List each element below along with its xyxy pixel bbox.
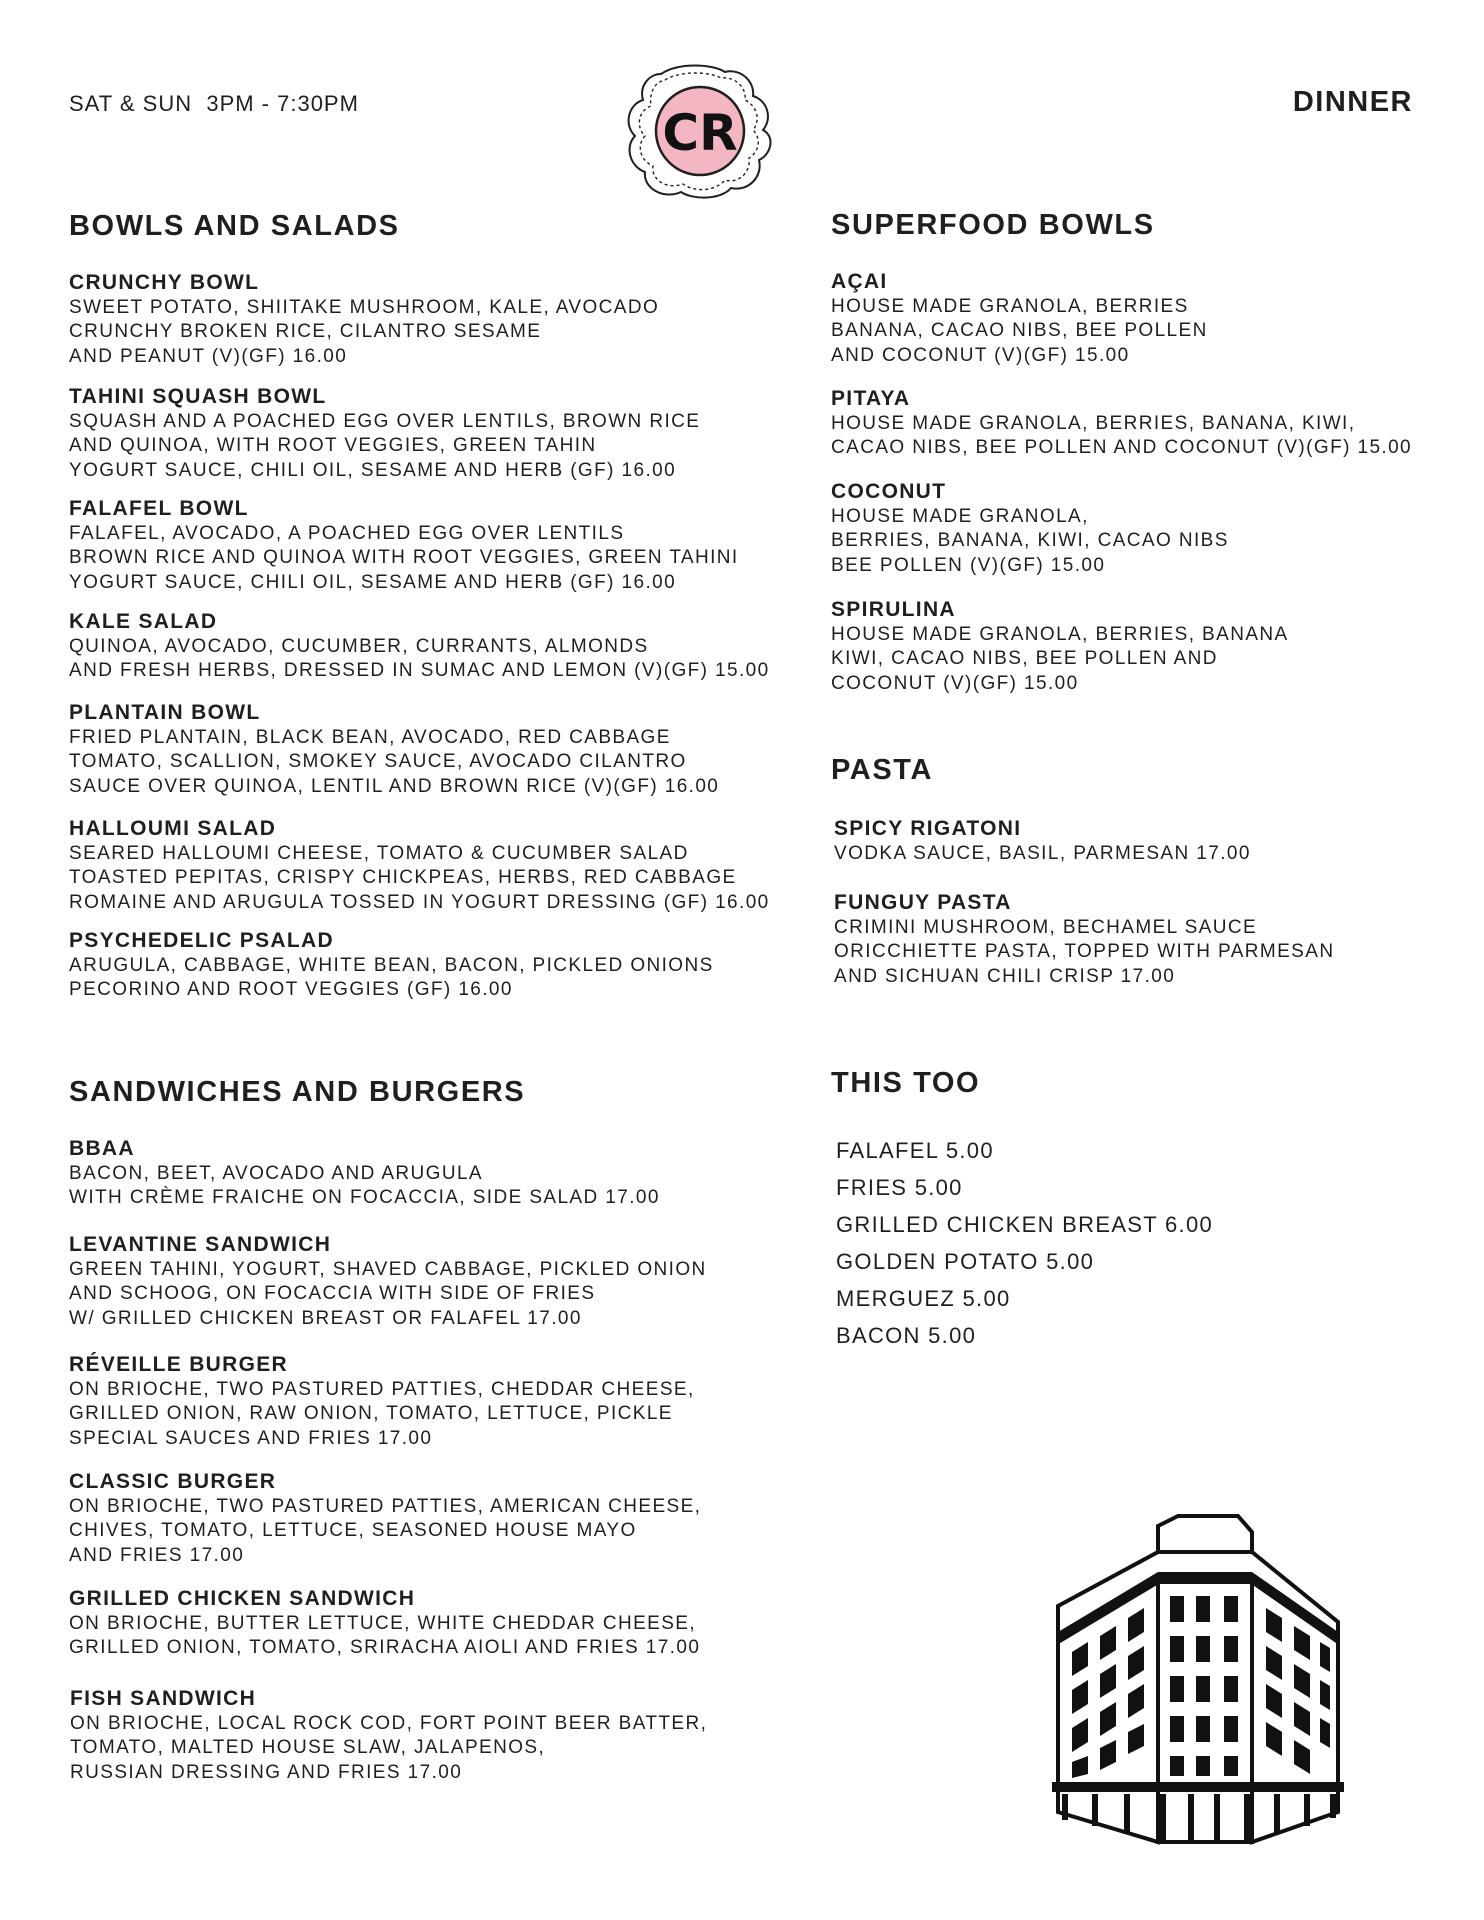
- menu-item: [69, 270, 659, 369]
- menu-item-name: FALAFEL BOWL: [69, 497, 249, 520]
- menu-item: [69, 928, 714, 1003]
- section-title-extras: THIS TOO: [831, 1067, 981, 1099]
- menu-item-description: FRIED PLANTAIN, BLACK BEAN, AVOCADO, RED CABBAGE TOMATO, SCALLION, SMOKEY SAUCE, AVOCADO CILANTRO SAUCE OVER QUINOA, LENTIL AND BROWN RICE (V)(GF) 16.00: [69, 727, 720, 797]
- menu-item-description: CRIMINI MUSHROOM, BECHAMEL SAUCE ORICCHIETTE PASTA, TOPPED WITH PARMESAN AND SICHUAN CHILI CRISP 17.00: [834, 917, 1335, 987]
- menu-item: [834, 816, 1251, 866]
- menu-item-name: RÉVEILLE BURGER: [69, 1353, 289, 1376]
- menu-item-name: FUNGUY PASTA: [834, 891, 1012, 914]
- extra-item: FALAFEL 5.00: [836, 1138, 994, 1163]
- menu-item: [69, 1469, 701, 1568]
- menu-item-name: FISH SANDWICH: [70, 1687, 257, 1710]
- menu-item: [69, 496, 739, 595]
- menu-item: [834, 890, 1334, 989]
- extra-item: FRIES 5.00: [836, 1175, 963, 1200]
- menu-item: [831, 269, 1208, 368]
- menu-item-description: ARUGULA, CABBAGE, WHITE BEAN, BACON, PICKLED ONIONS PECORINO AND ROOT VEGGIES (GF) 16.00: [69, 955, 714, 1001]
- menu-item-description: SQUASH AND A POACHED EGG OVER LENTILS, BROWN RICE AND QUINOA, WITH ROOT VEGGIES, GREEN TAHIN YOGURT SAUCE, CHILI OIL, SESAME AND HERB (GF) 16.00: [69, 411, 701, 481]
- menu-item: [831, 597, 1289, 696]
- menu-item-description: GREEN TAHINI, YOGURT, SHAVED CABBAGE, PICKLED ONION AND SCHOOG, ON FOCACCIA WITH SIDE OF FRIES W/ GRILLED CHICKEN BREAST OR FALAFEL 17.00: [69, 1259, 707, 1329]
- logo-lettering: CR: [662, 104, 738, 162]
- menu-item: [69, 1352, 695, 1451]
- restaurant-logo: [621, 60, 779, 202]
- menu-item-name: AÇAI: [831, 270, 888, 293]
- menu-item: [69, 384, 700, 483]
- menu-item-name: SPIRULINA: [831, 598, 956, 621]
- menu-item-name: GRILLED CHICKEN SANDWICH: [69, 1587, 416, 1610]
- menu-item-description: ON BRIOCHE, TWO PASTURED PATTIES, CHEDDAR CHEESE, GRILLED ONION, RAW ONION, TOMATO, LETTUCE, PICKLE SPECIAL SAUCES AND FRIES 17.00: [69, 1379, 695, 1449]
- menu-item: [831, 386, 1412, 461]
- menu-item-name: BBAA: [69, 1137, 135, 1160]
- menu-item: [69, 1136, 660, 1211]
- menu-item-description: FALAFEL, AVOCADO, A POACHED EGG OVER LENTILS BROWN RICE AND QUINOA WITH ROOT VEGGIES, GREEN TAHINI YOGURT SAUCE, CHILI OIL, SESAME AND HERB (GF) 16.00: [69, 523, 739, 593]
- service-hours: SAT & SUN 3PM - 7:30PM: [69, 91, 359, 116]
- menu-item-name: CRUNCHY BOWL: [69, 271, 260, 294]
- menu-item: [831, 479, 1229, 578]
- menu-item-description: SEARED HALLOUMI CHEESE, TOMATO & CUCUMBER SALAD TOASTED PEPITAS, CRISPY CHICKPEAS, HERBS, RED CABBAGE ROMAINE AND ARUGULA TOSSED IN YOGURT DRESSING (GF) 16.00: [69, 843, 770, 913]
- extra-item: BACON 5.00: [836, 1323, 977, 1348]
- extra-item: GOLDEN POTATO 5.00: [836, 1249, 1095, 1274]
- menu-item-name: PLANTAIN BOWL: [69, 701, 261, 724]
- menu-item-description: HOUSE MADE GRANOLA, BERRIES BANANA, CACAO NIBS, BEE POLLEN AND COCONUT (V)(GF) 15.00: [831, 296, 1208, 366]
- meal-title: DINNER: [1292, 86, 1413, 118]
- menu-item-description: QUINOA, AVOCADO, CUCUMBER, CURRANTS, ALMONDS AND FRESH HERBS, DRESSED IN SUMAC AND LEMON (V)(GF) 15.00: [69, 636, 770, 682]
- menu-item-description: ON BRIOCHE, BUTTER LETTUCE, WHITE CHEDDAR CHEESE, GRILLED ONION, TOMATO, SRIRACHA AIOLI AND FRIES 17.00: [69, 1613, 701, 1659]
- menu-item-description: ON BRIOCHE, LOCAL ROCK COD, FORT POINT BEER BATTER, TOMATO, MALTED HOUSE SLAW, JALAPENOS, RUSSIAN DRESSING AND FRIES 17.00: [70, 1713, 708, 1783]
- menu-item-description: SWEET POTATO, SHIITAKE MUSHROOM, KALE, AVOCADO CRUNCHY BROKEN RICE, CILANTRO SESAME AND PEANUT (V)(GF) 16.00: [69, 297, 660, 367]
- section-title-superfood: SUPERFOOD BOWLS: [831, 209, 1155, 241]
- menu-item-name: KALE SALAD: [69, 610, 218, 633]
- section-title-pasta: PASTA: [831, 754, 933, 786]
- menu-item-name: PITAYA: [831, 387, 911, 410]
- menu-item-description: VODKA SAUCE, BASIL, PARMESAN 17.00: [834, 843, 1251, 864]
- menu-item-name: SPICY RIGATONI: [834, 817, 1022, 840]
- extras-list: [836, 1132, 1213, 1354]
- menu-item: [70, 1686, 707, 1785]
- section-title-sandwiches: SANDWICHES AND BURGERS: [69, 1076, 526, 1108]
- extra-item: MERGUEZ 5.00: [836, 1286, 1011, 1311]
- menu-item-description: HOUSE MADE GRANOLA, BERRIES, BANANA KIWI, CACAO NIBS, BEE POLLEN AND COCONUT (V)(GF) 15.00: [831, 624, 1289, 694]
- menu-item: [69, 1586, 700, 1661]
- menu-item-name: PSYCHEDELIC PSALAD: [69, 929, 334, 952]
- menu-item-name: TAHINI SQUASH BOWL: [69, 385, 327, 408]
- building-illustration: [1038, 1512, 1350, 1852]
- menu-item-name: COCONUT: [831, 480, 947, 503]
- menu-item-description: ON BRIOCHE, TWO PASTURED PATTIES, AMERICAN CHEESE, CHIVES, TOMATO, LETTUCE, SEASONED HOUSE MAYO AND FRIES 17.00: [69, 1496, 702, 1566]
- section-title-bowls: BOWLS AND SALADS: [69, 210, 400, 242]
- menu-item: [69, 816, 770, 915]
- menu-item: [69, 1232, 707, 1331]
- menu-item-name: LEVANTINE SANDWICH: [69, 1233, 332, 1256]
- menu-item-description: BACON, BEET, AVOCADO AND ARUGULA WITH CRÈME FRAICHE ON FOCACCIA, SIDE SALAD 17.00: [69, 1163, 660, 1209]
- menu-item: [69, 609, 770, 684]
- extra-item: GRILLED CHICKEN BREAST 6.00: [836, 1212, 1214, 1237]
- menu-item-name: CLASSIC BURGER: [69, 1470, 277, 1493]
- menu-item-description: HOUSE MADE GRANOLA, BERRIES, BANANA, KIWI, CACAO NIBS BEE POLLEN (V)(GF) 15.00: [831, 506, 1229, 576]
- menu-item: [69, 700, 719, 799]
- menu-item-description: HOUSE MADE GRANOLA, BERRIES, BANANA, KIWI, CACAO NIBS, BEE POLLEN AND COCONUT (V)(GF) 15.00: [831, 413, 1413, 459]
- menu-item-name: HALLOUMI SALAD: [69, 817, 277, 840]
